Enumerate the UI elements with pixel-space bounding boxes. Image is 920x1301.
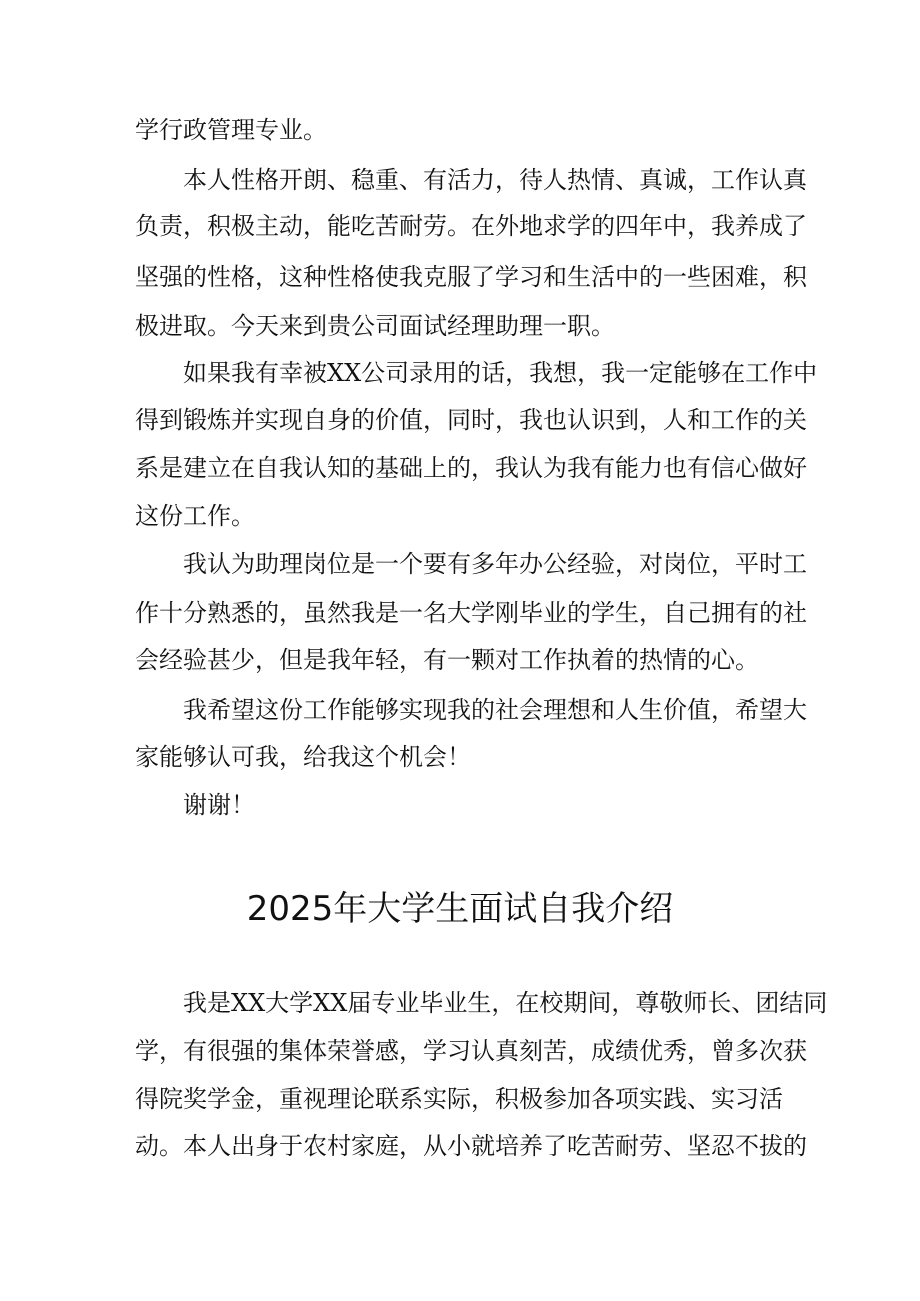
paragraph-line: 负责，积极主动，能吃苦耐劳。在外地求学的四年中，我养成了 — [135, 212, 807, 240]
paragraph-line: 本人性格开朗、稳重、有活力，待人热情、真诚，工作认真 — [183, 166, 807, 194]
paragraph-line: 系是建立在自我认知的基础上的，我认为我有能力也有信心做好 — [135, 454, 807, 482]
paragraph-line: 得院奖学金，重视理论联系实际，积极参加各项实践、实习活 — [135, 1085, 783, 1113]
paragraph-line: 坚强的性格，这种性格使我克服了学习和生活中的一些困难，积 — [135, 263, 807, 291]
paragraph-line: 这份工作。 — [135, 502, 255, 530]
paragraph-line: 动。本人出身于农村家庭，从小就培养了吃苦耐劳、坚忍不拔的 — [135, 1132, 807, 1160]
paragraph-line: 我是XX大学XX届专业毕业生，在校期间，尊敬师长、团结同 — [183, 989, 828, 1017]
paragraph-line: 我认为助理岗位是一个要有多年办公经验，对岗位，平时工 — [183, 550, 807, 578]
paragraph-line: 学行政管理专业。 — [135, 116, 327, 144]
section-title: 2025年大学生面试自我介绍 — [246, 889, 674, 929]
paragraph-line: 如果我有幸被XX公司录用的话，我想，我一定能够在工作中 — [183, 359, 818, 387]
paragraph-line: 会经验甚少，但是我年轻，有一颗对工作执着的热情的心。 — [135, 646, 759, 674]
paragraph-line: 学，有很强的集体荣誉感，学习认真刻苦，成绩优秀，曾多次获 — [135, 1037, 807, 1065]
paragraph-line: 家能够认可我，给我这个机会！ — [135, 743, 471, 771]
paragraph-line: 极进取。今天来到贵公司面试经理助理一职。 — [135, 312, 615, 340]
paragraph-line: 作十分熟悉的，虽然我是一名大学刚毕业的学生，自己拥有的社 — [135, 599, 807, 627]
paragraph-line: 得到锻炼并实现自身的价值，同时，我也认识到，人和工作的关 — [135, 406, 807, 434]
paragraph-line: 我希望这份工作能够实现我的社会理想和人生价值，希望大 — [183, 696, 807, 724]
closing-line: 谢谢！ — [183, 791, 255, 819]
